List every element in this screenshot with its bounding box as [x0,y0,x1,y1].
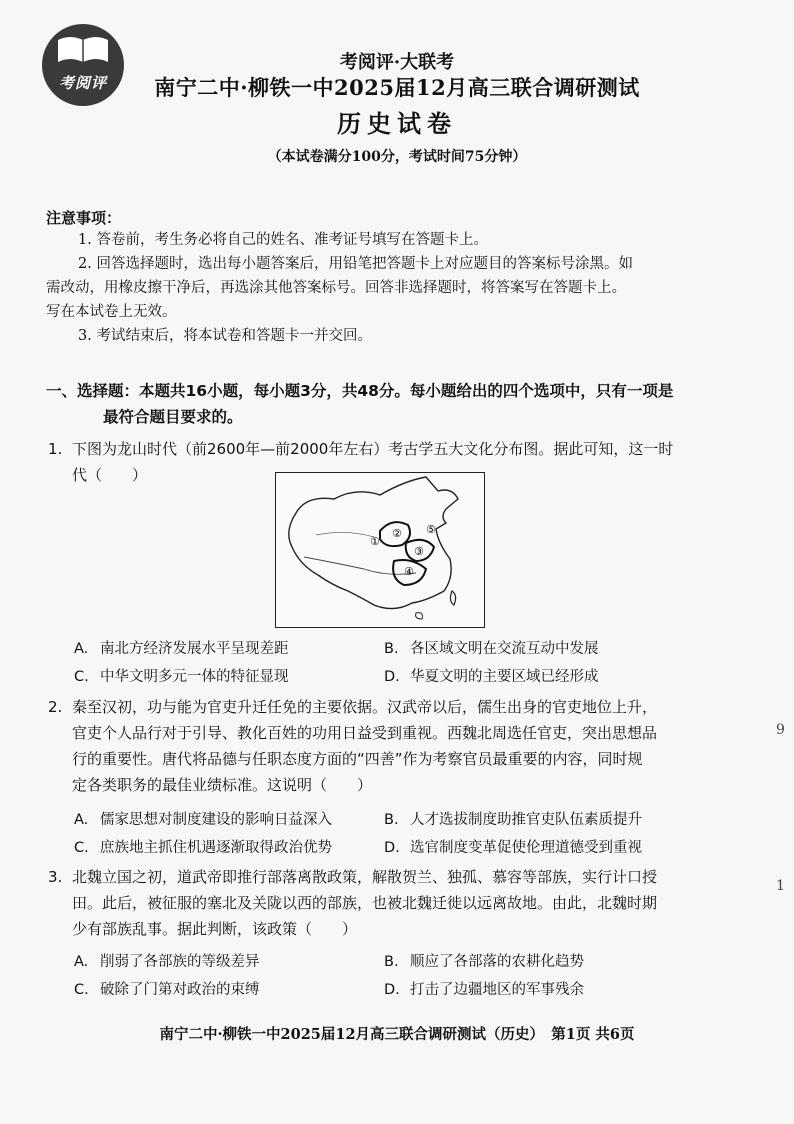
question-line: 秦至汉初，功与能为官吏升迁任免的主要依据。汉武帝以后，儒生出身的官吏地位上升， [72,698,658,716]
question-number: 3. [48,868,63,886]
longshan-culture-map [275,472,485,628]
section-heading-line: 最符合题目要求的。 [103,408,243,426]
notice-item: 3. 考试结束后，将本试卷和答题卡一并交回。 [78,328,372,344]
question-number: 1. [48,440,63,458]
question-line: 少有部族乱事。据此判断，该政策（ ） [72,920,358,938]
question-line: 定各类职务的最佳业绩标准。这说明（ ） [72,776,373,794]
option-2a: A. 儒家思想对制度建设的影响日益深入 [74,812,332,828]
option-3c: C. 破除了门第对政治的束缚 [74,982,260,998]
question-line: 下图为龙山时代（前2600年—前2000年左右）考古学五大文化分布图。据此可知，这一时 [72,440,674,458]
option-3b: B. 顺应了各部落的农耕化趋势 [384,954,584,970]
question-3 [48,864,708,942]
option-2c: C. 庶族地主抓住机遇逐渐取得政治优势 [74,840,332,856]
option-3a: A. 削弱了各部族的等级差异 [74,954,260,970]
question-2 [48,694,708,798]
map-marker-3: ③ [414,545,424,558]
question-line: 北魏立国之初，道武帝即推行部落离散政策，解散贺兰、独孤、慕容等部族，实行计口授 [72,868,658,886]
option-2b: B. 人才选拔制度助推官吏队伍素质提升 [384,812,642,828]
question-line: 田。此后，被征服的塞北及关陇以西的部族，也被北魏迁徙以远离故地。由此，北魏时期 [72,894,658,912]
question-line: 代（ ） [72,466,148,484]
edge-mark: 1 [776,878,785,894]
page-footer: 南宁二中·柳铁一中2025届12月高三联合调研测试（历史） 第1页 共6页 [159,1026,635,1043]
exam-title: 南宁二中·柳铁一中2025届12月高三联合调研测试 [154,75,640,100]
option-1c: C. 中华文明多元一体的特征显现 [74,669,289,685]
map-marker-5: ⑤ [426,523,436,536]
exam-info: （本试卷满分100分，考试时间75分钟） [267,149,527,165]
section-heading-line: 一、选择题：本题共16小题，每小题3分，共48分。每小题给出的四个选项中，只有一项是 [46,382,674,400]
option-3d: D. 打击了边疆地区的军事残余 [384,982,584,998]
exam-series-title: 考阅评·大联考 [339,52,455,73]
notice-title: 注意事项： [46,209,122,227]
map-marker-4: ④ [404,565,414,578]
question-line: 官吏个人品行对于引导、教化百姓的功用日益受到重视。西魏北周选任官吏，突出思想品 [72,724,658,742]
option-1b: B. 各区域文明在交流互动中发展 [384,641,599,657]
map-marker-1: ① [370,535,380,548]
question-number: 2. [48,698,63,716]
question-line: 行的重要性。唐代将品德与任职态度方面的“四善”作为考察官员最重要的内容，同时规 [72,750,643,768]
notice-item: 1. 答卷前，考生务必将自己的姓名、准考证号填写在答题卡上。 [78,232,488,248]
map-marker-2: ② [392,527,402,540]
notice-item: 2. 回答选择题时，选出每小题答案后，用铅笔把答题卡上对应题目的答案标号涂黑。如 [78,256,633,272]
option-1d: D. 华夏文明的主要区域已经形成 [384,669,599,685]
section-heading [46,378,746,430]
option-2d: D. 选官制度变革促使伦理道德受到重视 [384,840,642,856]
subject-title: 历史试卷 [337,109,457,138]
option-1a: A. 南北方经济发展水平呈现差距 [74,641,289,657]
edge-mark: 9 [776,722,785,738]
notice-item: 需改动，用橡皮擦干净后，再选涂其他答案标号。回答非选择题时，将答案写在答题卡上。 [46,280,626,296]
china-map-figure [276,473,484,627]
notice-item: 写在本试卷上无效。 [46,304,177,320]
logo-text: 考阅评 [58,74,107,92]
